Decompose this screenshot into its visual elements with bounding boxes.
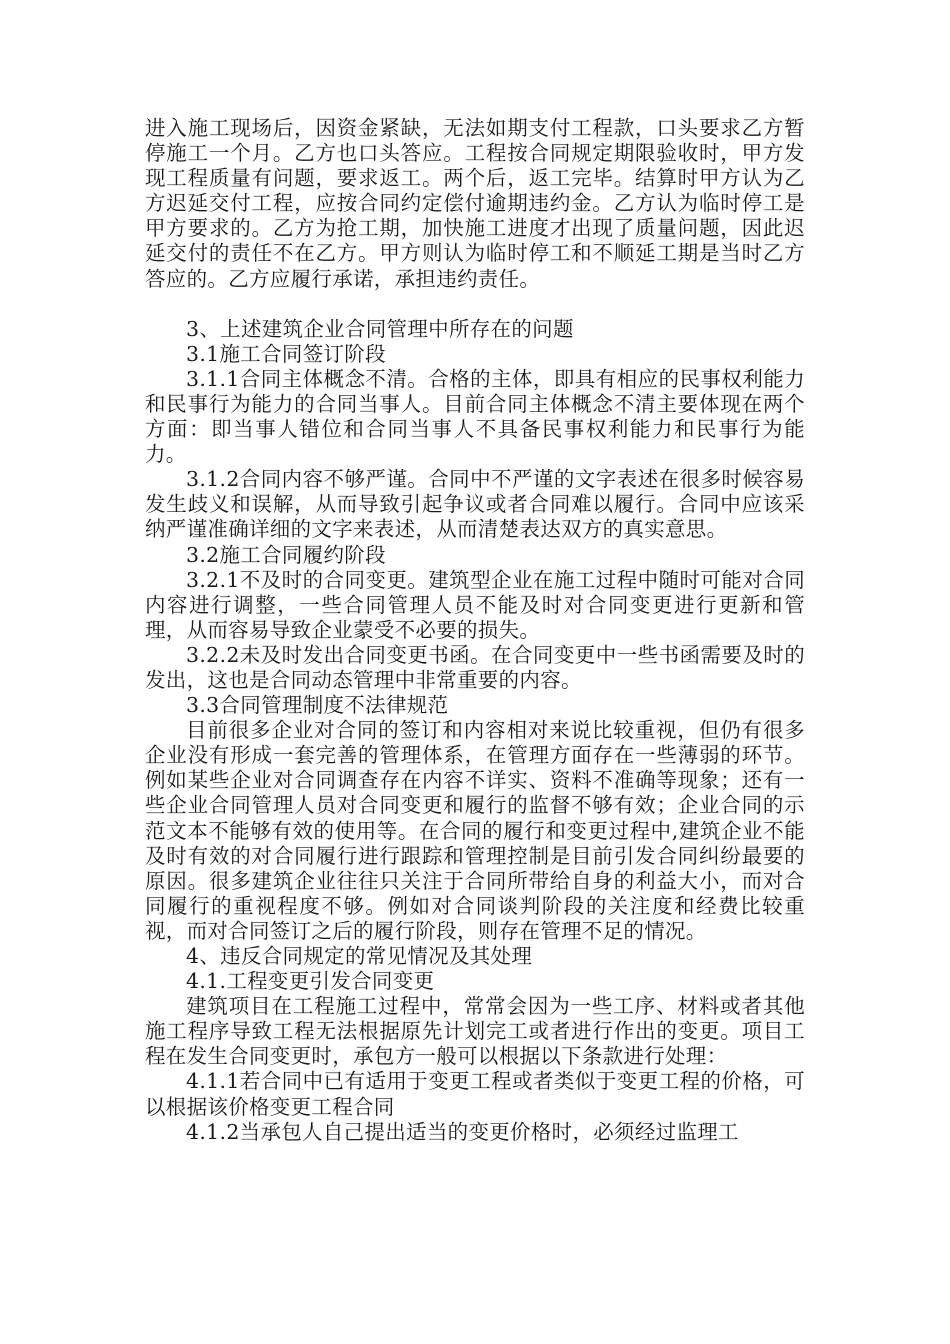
paragraph-3-2-1: 3.2.1不及时的合同变更。建筑型企业在施工过程中随时可能对合同内容进行调整，一些合同管理人员不能及时对合同变更进行更新和管理，从而容易导致企业蒙受不必要的损失。 [145, 567, 805, 642]
subsection-heading-3-3: 3.3合同管理制度不法律规范 [186, 693, 449, 718]
paragraph-4-1-2: 4.1.2当承包人自己提出适当的变更价格时，必须经过监理工 [186, 1119, 739, 1144]
paragraph-4-1-1: 4.1.1若合同中已有适用于变更工程或者类似于变更工程的价格，可以根据该价格变更工程合同 [145, 1069, 805, 1119]
subsection-heading-3-1: 3.1施工合同签订阶段 [186, 341, 386, 366]
subsection-heading-4-1: 4.1.工程变更引发合同变更 [186, 969, 435, 994]
paragraph-4-1-body: 建筑项目在工程施工过程中，常常会因为一些工序、材料或者其他施工程序导致工程无法根据原先计划完工或者进行作出的变更。项目工程在发生合同变更时，承包方一般可以根据以下条款进行处理： [145, 994, 805, 1069]
paragraph-3-2-2: 3.2.2未及时发出合同变更书函。在合同变更中一些书函需要及时的发出，这也是合同动态管理中非常重要的内容。 [145, 642, 805, 692]
section-heading-3: 3、上述建筑企业合同管理中所存在的问题 [186, 316, 574, 341]
paragraph-3-3-body: 目前很多企业对合同的签订和内容相对来说比较重视，但仍有很多企业没有形成一套完善的管理体系，在管理方面存在一些薄弱的环节。例如某些企业对合同调查存在内容不详实、资料不准确等现象；还有一些企业合同管理人员对合同变更和履行的监督不够有效；企业合同的示范文本不能够有效的使用等。在合同的履行和变更过程中,建筑企业不能及时有效的对合同履行进行跟踪和管理控制是目前引发合同纠纷最要的原因。很多建筑企业往往只关注于合同所带给自身的利益大小，而对合同履行的重视程度不够。例如对合同谈判阶段的关注度和经费比较重视，而对合同签订之后的履行阶段，则存在管理不足的情况。 [145, 718, 805, 943]
section-heading-4: 4、违反合同规定的常见情况及其处理 [186, 944, 533, 968]
document-body [145, 116, 805, 1145]
subsection-heading-3-2: 3.2施工合同履约阶段 [186, 542, 386, 567]
paragraph-3-1-1: 3.1.1合同主体概念不清。合格的主体，即具有相应的民事权利能力和民事行为能力的合同当事人。目前合同主体概念不清主要体现在两个方面：即当事人错位和合同当事人不具备民事权利能力和民事行为能力。 [145, 366, 805, 467]
case-paragraph: 进入施工现场后，因资金紧缺，无法如期支付工程款，口头要求乙方暂停施工一个月。乙方也口头答应。工程按合同规定期限验收时，甲方发现工程质量有问题，要求返工。两个后，返工完毕。结算时甲方认为乙方迟延交付工程，应按合同约定偿付逾期违约金。乙方认为临时停工是甲方要求的。乙方为抢工期，加快施工进度才出现了质量问题，因此迟延交付的责任不在乙方。甲方则认为临时停工和不顺延工期是当时乙方答应的。乙方应履行承诺，承担违约责任。 [145, 116, 805, 291]
paragraph-3-1-2: 3.1.2合同内容不够严谨。合同中不严谨的文字表述在很多时候容易发生歧义和误解，从而导致引起争议或者合同难以履行。合同中应该采纳严谨准确详细的文字来表述，从而清楚表达双方的真实意思。 [145, 467, 805, 542]
